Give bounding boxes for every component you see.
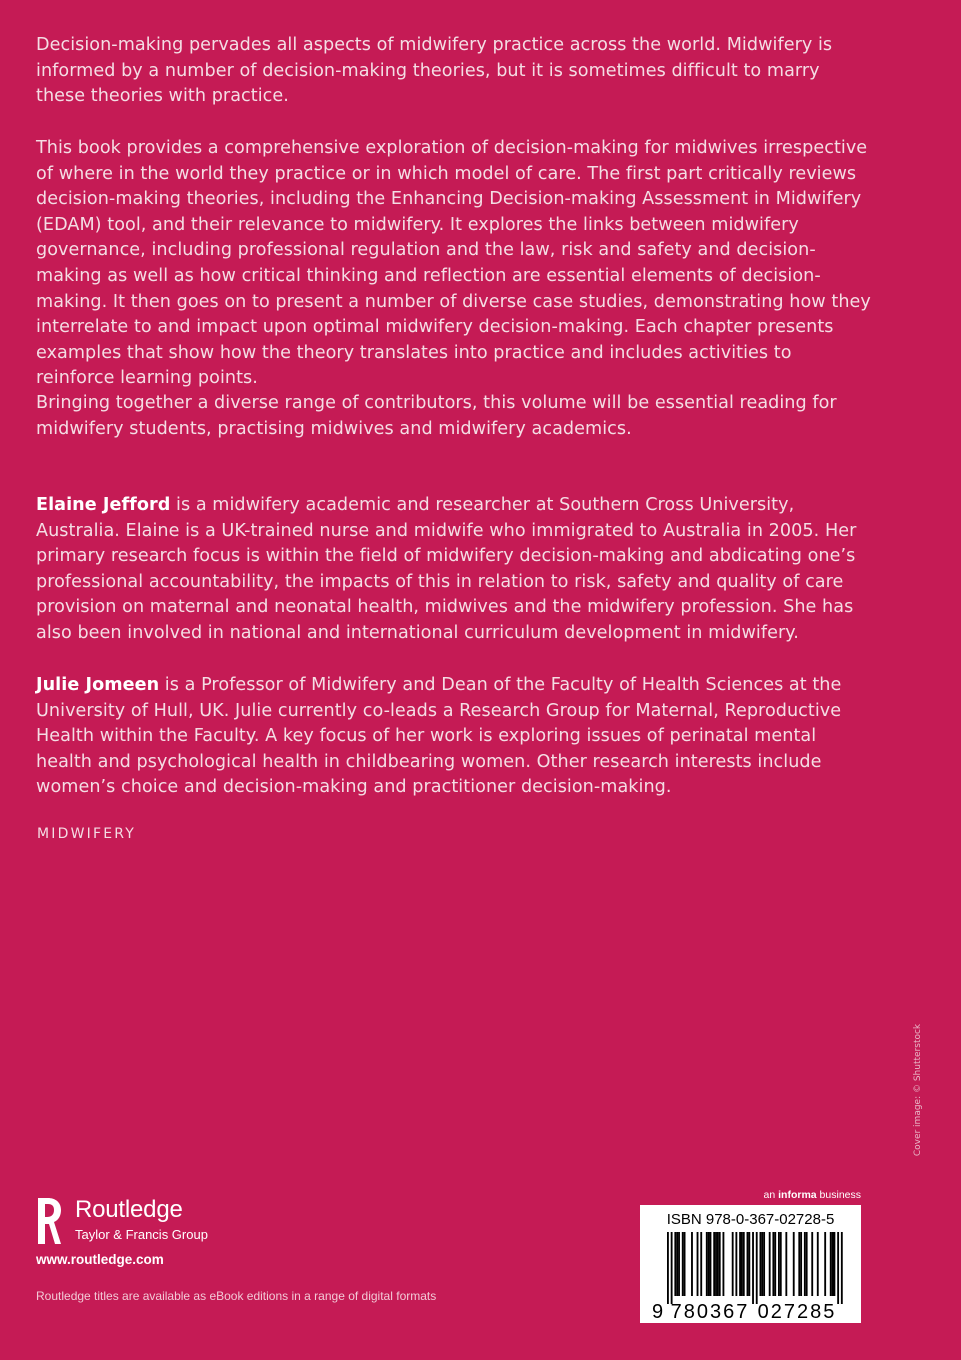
barcode-bar xyxy=(684,1232,686,1296)
isbn-left-group: 780367 xyxy=(670,1301,750,1323)
barcode-bar xyxy=(697,1232,699,1296)
author-bio-text: is a midwifery academic and researcher at Southern Cross University, Australia. Elaine is a UK-trained nurse and midwife who immigrated to Australia in 2005. Her primary research focus is within the field of midwifery decision-making and abdicating one’s professional accountability, the impacts of this in relation to risk, safety and quality of care provision on maternal and neonatal health, midwives and the midwifery profession. She has also been involved in national and international curriculum development in midwifery. xyxy=(36,495,857,643)
barcode-bar xyxy=(778,1232,780,1296)
author-name: Julie Jomeen xyxy=(36,675,160,695)
barcode-bar xyxy=(691,1232,693,1296)
barcode-bar xyxy=(713,1232,715,1296)
barcode-bar xyxy=(671,1232,673,1304)
informa-prefix: an xyxy=(763,1189,779,1201)
blurb-paragraph: Bringing together a diverse range of contributors, this volume will be essential reading for midwifery students, practising midwives and midwifery academics. xyxy=(36,393,837,439)
barcode-bar xyxy=(676,1232,678,1296)
blurb-paragraph: This book provides a comprehensive exploration of decision-making for midwives irrespective of where in the world they practice or in which model of care. The first part critically reviews decision-making theories, including the Enhancing Decision-making Assessment in Midwifery (EDAM) tool, and their relevance to midwifery. It explores the links between midwifery governance, including professional regulation and the law, risk and safety and decision-making as well as how critical thinking and reflection are essential elements of decision-making. It then goes on to present a number of diverse case studies, demonstrating how they interrelate to and impact upon optimal midwifery decision-making. Each chapter presents examples that show how the theory translates into practice and includes activities to reinforce learning points. xyxy=(36,138,871,389)
barcode-bar xyxy=(834,1232,836,1296)
barcode-bar xyxy=(800,1232,802,1296)
barcode-bar xyxy=(719,1232,721,1296)
barcode-bar xyxy=(761,1232,763,1296)
barcode-bar xyxy=(841,1232,843,1304)
barcode-bar xyxy=(811,1232,813,1296)
barcode-bar xyxy=(700,1232,702,1296)
isbn-lead-digit: 9 xyxy=(652,1301,664,1323)
barcode-bar xyxy=(774,1232,776,1296)
barcode-bar xyxy=(741,1232,743,1296)
routledge-logo-icon xyxy=(36,1196,62,1246)
barcode-bar xyxy=(706,1232,708,1296)
author-bio-text: is a Professor of Midwifery and Dean of the Faculty of Health Sciences at the University of Hull, UK. Julie currently co-leads a Research Group for Maternal, Reproductive Health within the Faculty. A key focus of her work is exploring issues of perinatal mental health and psychological health in childbearing women. Other research interests include women’s choice and decision-making and practitioner decision-making. xyxy=(36,675,842,798)
publisher-website: www.routledge.com xyxy=(36,1252,164,1267)
barcode-bar xyxy=(785,1232,787,1296)
barcode-bar xyxy=(674,1232,676,1296)
ebook-note: Routledge titles are available as eBook editions in a range of digital formats xyxy=(36,1289,437,1303)
barcode-bar xyxy=(717,1232,719,1296)
author-bio xyxy=(36,493,871,647)
barcode-bar xyxy=(739,1232,741,1296)
barcode-bar xyxy=(760,1232,762,1296)
isbn-label: ISBN 978-0-367-02728-5 xyxy=(666,1211,835,1228)
barcode-bar xyxy=(798,1232,800,1296)
barcode-bar xyxy=(806,1232,808,1296)
barcode-bar xyxy=(804,1232,806,1296)
informa-business-tag xyxy=(764,1189,861,1201)
barcode-bar xyxy=(824,1232,826,1296)
barcode-bar xyxy=(830,1232,832,1296)
informa-brand: informa xyxy=(778,1189,817,1201)
barcode-bar xyxy=(732,1232,734,1296)
barcode-bar xyxy=(748,1232,750,1296)
barcode-bar xyxy=(837,1232,839,1304)
barcode-bar xyxy=(710,1232,712,1296)
barcode-bar xyxy=(756,1232,758,1304)
publisher-name: Routledge xyxy=(75,1196,183,1223)
barcode-bar xyxy=(708,1232,710,1296)
barcode-graphic xyxy=(640,1205,861,1323)
informa-suffix: business xyxy=(816,1189,861,1201)
barcode-bar xyxy=(769,1232,771,1296)
barcode-bar xyxy=(832,1232,834,1296)
barcode-bar xyxy=(678,1232,680,1296)
barcode-bar xyxy=(772,1232,774,1296)
barcode-bar xyxy=(682,1232,684,1296)
publisher-logo xyxy=(36,1196,216,1246)
isbn-barcode xyxy=(640,1205,861,1323)
publisher-group: Taylor & Francis Group xyxy=(75,1227,208,1242)
subject-category: MIDWIFERY xyxy=(37,826,137,842)
barcode-bar xyxy=(752,1232,754,1304)
barcode-bar xyxy=(723,1232,725,1296)
barcode-bar xyxy=(747,1232,749,1296)
barcode-bar xyxy=(763,1232,765,1296)
author-bio xyxy=(36,673,871,801)
barcode-bar xyxy=(667,1232,669,1304)
barcode-bar xyxy=(715,1232,717,1296)
blurb-paragraph: Decision-making pervades all aspects of midwifery practice across the world. Midwifery is informed by a number of decision-making theories, but it is sometimes difficult to marry these theories with practice. xyxy=(36,35,833,107)
barcode-bar xyxy=(793,1232,795,1296)
barcode-bar xyxy=(817,1232,819,1296)
isbn-right-group: 027285 xyxy=(757,1301,837,1323)
author-name: Elaine Jefford xyxy=(36,495,171,515)
barcode-bar xyxy=(743,1232,745,1296)
barcode-bar xyxy=(735,1232,737,1296)
barcode-bar xyxy=(780,1232,782,1296)
cover-image-credit: Cover image: © Shutterstock xyxy=(913,1023,923,1157)
